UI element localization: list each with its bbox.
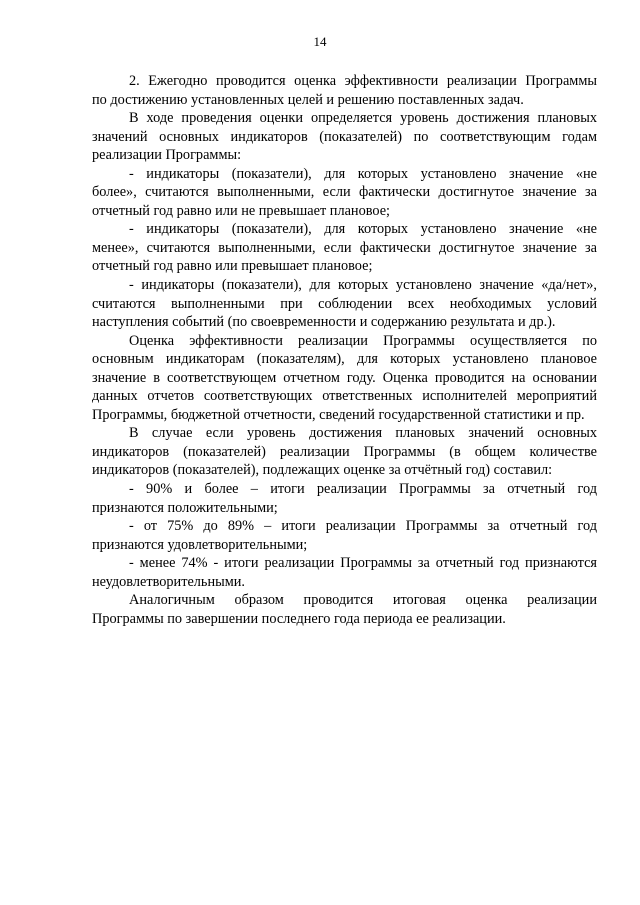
text-line: - индикаторы (показатели), для которых установлено значение «не <box>129 221 597 238</box>
text-line: значение в соответствующем отчетном году. Оценка проводится на основании <box>92 369 597 386</box>
text-line: признаются положительными; <box>92 499 278 516</box>
text-line: основным индикаторам (показателям), для которых установлено плановое <box>92 351 597 368</box>
text-line: - индикаторы (показатели), для которых установлено значение «не <box>129 165 597 182</box>
text-line: 2. Ежегодно проводится оценка эффективности реализации Программы <box>129 73 597 89</box>
text-line: значений основных индикаторов (показателей) по соответствующим годам <box>92 128 597 145</box>
text-line: Программы, бюджетной отчетности, сведений государственной статистики и пр. <box>92 406 585 423</box>
text-line: данных отчетов соответствующих ответственных исполнителей мероприятий <box>92 388 597 405</box>
text-line: неудовлетворительными. <box>92 573 245 590</box>
text-line: Аналогичным образом проводится итоговая оценка реализации <box>129 592 597 609</box>
text-line: - от 75% до 89% – итоги реализации Программы за отчетный год <box>129 518 597 535</box>
text-line: Программы по завершении последнего года периода ее реализации. <box>92 610 506 627</box>
text-line: - менее 74% - итоги реализации Программы за отчетный год признаются <box>129 555 597 572</box>
text-line: индикаторов (показателей) реализации Программы (в общем количестве <box>92 443 597 460</box>
document-body <box>92 72 597 628</box>
text-line: - индикаторы (показатели), для которых установлено значение «да/нет», <box>129 277 597 294</box>
text-line: индикаторов (показателей), подлежащих оценке за отчётный год) составил: <box>92 462 553 479</box>
text-line: по достижению установленных целей и решению поставленных задач. <box>92 91 524 108</box>
page-number: 14 <box>313 34 327 49</box>
text-line: отчетный год равно или превышает плановое; <box>92 258 373 275</box>
text-line: считаются выполненными при соблюдении всех необходимых условий <box>92 295 597 312</box>
text-line: признаются удовлетворительными; <box>92 536 308 553</box>
text-line: наступления событий (по своевременности и содержанию результата и др.). <box>92 314 556 331</box>
text-line: В ходе проведения оценки определяется уровень достижения плановых <box>129 110 597 127</box>
text-line: - 90% и более – итоги реализации Программы за отчетный год <box>129 481 597 498</box>
text-line: В случае если уровень достижения плановых значений основных <box>129 425 597 442</box>
text-line: реализации Программы: <box>92 147 242 164</box>
text-line: Оценка эффективности реализации Программы осуществляется по <box>129 332 597 349</box>
text-line: более», считаются выполненными, если фактически достигнутое значение за <box>92 184 597 201</box>
text-line: отчетный год равно или не превышает плановое; <box>92 202 391 219</box>
text-line: менее», считаются выполненными, если фактически достигнутое значение за <box>92 239 597 256</box>
